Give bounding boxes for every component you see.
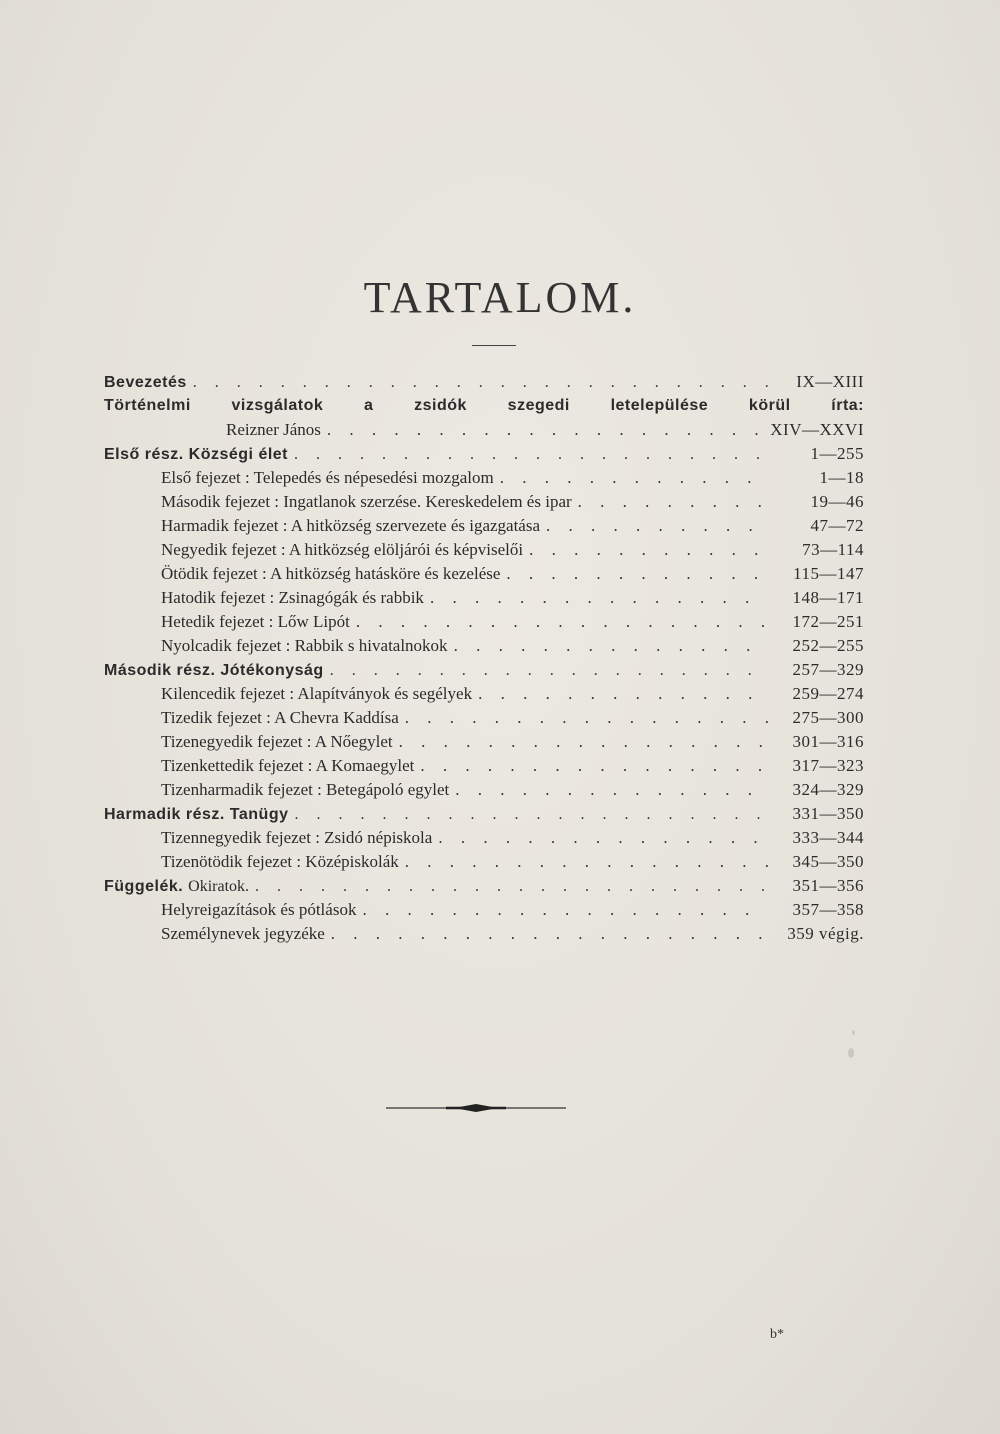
toc-entry-reizner	[104, 418, 864, 442]
toc-entry-pages: 148—171	[792, 588, 864, 607]
toc-entry-label: Hetedik fejezet : Lőw Lipót	[161, 612, 350, 631]
toc-entry-label: Harmadik rész. Tanügy	[104, 806, 289, 823]
toc-entry-pages: 1—18	[819, 468, 864, 487]
toc-entry-pages: 345—350	[792, 852, 864, 871]
dot-leader	[255, 875, 768, 899]
toc-entry-label	[104, 875, 249, 899]
dot-leader	[330, 659, 768, 683]
toc-entry-pages: 115—147	[793, 564, 864, 583]
toc-entry-label: Tizenegyedik fejezet : A Nőegylet	[161, 732, 393, 751]
ornamental-rule	[386, 1100, 566, 1116]
dot-leader	[455, 778, 768, 802]
toc-entry-heading-text: Függelék.	[104, 878, 184, 895]
toc-entry-pages: 47—72	[810, 516, 864, 535]
toc-entry-label: Ötödik fejezet : A hitközség hatásköre és kezelése	[161, 564, 501, 583]
toc-entry-chapter-14	[104, 826, 864, 850]
toc-entry-label: Harmadik fejezet : A hitközség szervezete és igazgatása	[161, 516, 541, 535]
dot-leader	[478, 682, 768, 706]
toc-entry-elso-resz	[104, 442, 864, 466]
dot-leader	[294, 803, 768, 827]
toc-entry-harmadik-resz	[104, 802, 864, 826]
toc-entry-pages: 259—274	[792, 684, 864, 703]
dot-leader	[331, 922, 768, 946]
toc-entry-pages: 19—46	[810, 492, 864, 511]
page-title: TARTALOM.	[363, 273, 637, 322]
toc-entry-pages: IX—XIII	[796, 372, 864, 391]
toc-entry-label: Hatodik fejezet : Zsinagógák és rabbik	[161, 588, 424, 607]
dot-leader	[405, 706, 768, 730]
toc-entry-pages: 357—358	[792, 900, 864, 919]
dot-leader	[454, 634, 768, 658]
toc-entry-chapter-3	[104, 514, 864, 538]
toc-entry-label: Tizedik fejezet : A Chevra Kaddísa	[161, 708, 399, 727]
dot-leader	[193, 371, 768, 395]
toc-entry-label: Tizenkettedik fejezet : A Komaegylet	[161, 756, 415, 775]
toc-entry-chapter-15	[104, 850, 864, 874]
toc-entry-label: Tizennegyedik fejezet : Zsidó népiskola	[161, 828, 433, 847]
toc-entry-pages: 252—255	[792, 636, 864, 655]
title-rule	[472, 345, 516, 346]
dot-leader	[500, 466, 768, 490]
table-of-contents	[104, 370, 864, 946]
toc-entry-pages: 172—251	[792, 612, 864, 631]
toc-entry-label: Helyreigazítások és pótlások	[161, 900, 357, 919]
toc-entry-pages: 333—344	[792, 828, 864, 847]
toc-entry-pages: 257—329	[792, 660, 864, 679]
toc-entry-label: Negyedik fejezet : A hitközség elöljárói és képviselői	[161, 540, 524, 559]
toc-entry-pages: 275—300	[792, 708, 864, 727]
dot-leader	[362, 898, 768, 922]
toc-entry-label: Tizenharmadik fejezet : Betegápoló egylet	[161, 780, 450, 799]
dot-leader	[529, 538, 768, 562]
toc-entry-pages: XIV—XXVI	[770, 420, 864, 439]
toc-entry-label: Tizenötödik fejezet : Középiskolák	[161, 852, 399, 871]
toc-entry-pages: 301—316	[792, 732, 864, 751]
dot-leader	[399, 730, 768, 754]
paper-spot	[852, 1030, 855, 1035]
toc-entry-masodik-resz	[104, 658, 864, 682]
toc-entry-pages: 317—323	[792, 756, 864, 775]
dot-leader	[546, 514, 768, 538]
dot-leader	[356, 610, 768, 634]
toc-entry-chapter-10	[104, 706, 864, 730]
dot-leader	[405, 850, 768, 874]
toc-entry-pages: 324—329	[792, 780, 864, 799]
dot-leader	[294, 443, 768, 467]
dot-leader	[578, 490, 768, 514]
toc-entry-label: Első fejezet : Telepedés és népesedési mozgalom	[161, 468, 494, 487]
dot-leader	[420, 754, 768, 778]
toc-entry-pages: 351—356	[792, 876, 864, 895]
toc-entry-pages: 1—255	[810, 444, 864, 463]
toc-entry-label: Első rész. Községi élet	[104, 446, 289, 463]
toc-entry-label: Reizner János	[226, 420, 321, 439]
toc-entry-szemelynevek	[104, 922, 864, 946]
toc-entry-fuggelek	[104, 874, 864, 898]
toc-entry-label: Második rész. Jótékonyság	[104, 662, 324, 679]
toc-entry-chapter-9	[104, 682, 864, 706]
dot-leader	[430, 586, 768, 610]
toc-entry-tortenelmi	[104, 394, 864, 418]
toc-entry-chapter-2	[104, 490, 864, 514]
toc-entry-bevezetes	[104, 370, 864, 394]
toc-entry-label: Nyolcadik fejezet : Rabbik s hivatalnokok	[161, 636, 448, 655]
dot-leader	[327, 418, 764, 442]
signature-mark: b*	[770, 1327, 784, 1342]
toc-entry-chapter-12	[104, 754, 864, 778]
dot-leader	[438, 826, 768, 850]
dot-leader	[506, 562, 768, 586]
toc-entry-label	[104, 394, 864, 418]
paper-spot	[848, 1048, 854, 1058]
toc-entry-heading-text: Történelmi vizsgálatok a zsidók szegedi letelepülése körül írta:	[104, 397, 864, 414]
toc-entry-tail-text: Okiratok.	[188, 878, 250, 895]
toc-entry-chapter-11	[104, 730, 864, 754]
toc-entry-pages: 359 végig.	[787, 924, 864, 943]
toc-entry-label: Bevezetés	[104, 374, 187, 391]
toc-entry-chapter-5	[104, 562, 864, 586]
toc-entry-chapter-4	[104, 538, 864, 562]
toc-entry-chapter-6	[104, 586, 864, 610]
toc-entry-label: Második fejezet : Ingatlanok szerzése. Kereskedelem és ipar	[161, 492, 572, 511]
toc-entry-chapter-13	[104, 778, 864, 802]
toc-entry-pages: 73—114	[802, 540, 864, 559]
toc-entry-label: Kilencedik fejezet : Alapítványok és segélyek	[161, 684, 473, 703]
toc-entry-chapter-8	[104, 634, 864, 658]
toc-entry-pages: 331—350	[792, 804, 864, 823]
toc-entry-label: Személynevek jegyzéke	[161, 924, 325, 943]
toc-entry-chapter-1	[104, 466, 864, 490]
toc-entry-chapter-7	[104, 610, 864, 634]
toc-entry-helyreigazitasok	[104, 898, 864, 922]
